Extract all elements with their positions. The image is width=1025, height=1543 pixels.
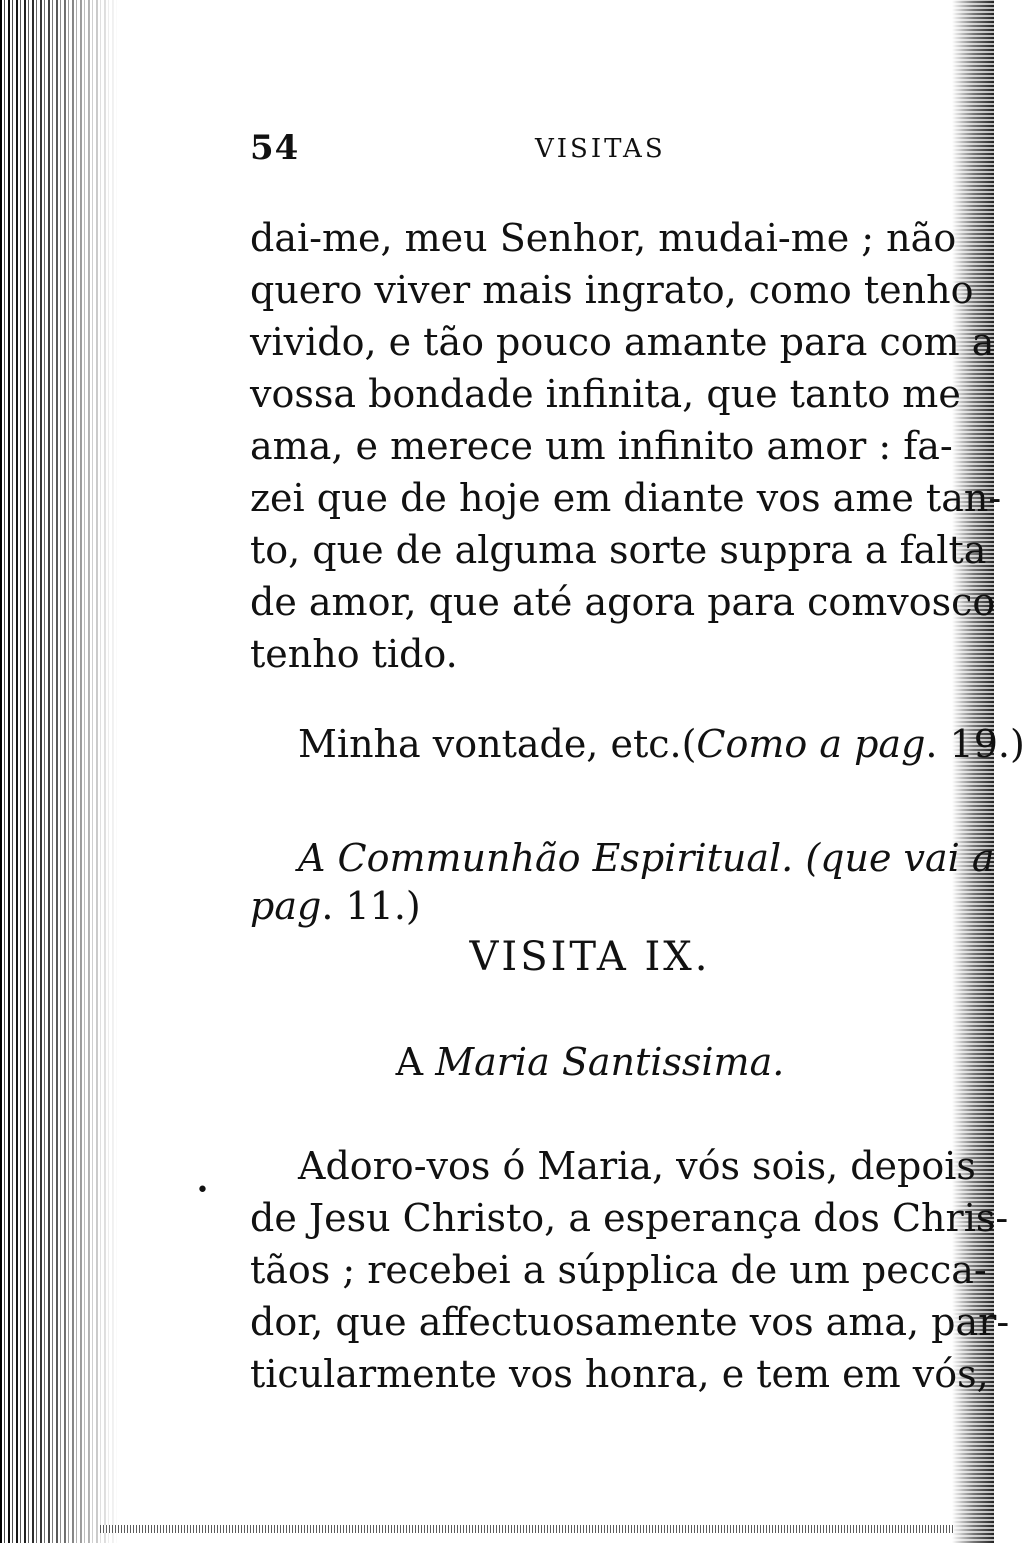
visit-subtitle-italic: Maria Santissima. — [435, 1040, 785, 1084]
paragraph-line: quero viver mais ingrato, como tenho — [250, 268, 974, 312]
paragraph-line: zei que de hoje em diante vos ame tan- — [250, 476, 1002, 520]
paragraph-line: ticularmente vos honra, e tem em vós, — [250, 1352, 989, 1396]
paragraph-line: tenho tido. — [250, 632, 458, 676]
communion-line2-tail: . 11.) — [321, 884, 421, 928]
visit-subtitle-prefix: A — [395, 1040, 424, 1084]
page-number: 54 — [250, 128, 300, 168]
prayer-reference-tail: . 19.) — [925, 722, 1025, 766]
paragraph-line: de amor, que até agora para comvosco — [250, 580, 996, 624]
margin-bullet-mark: • — [196, 1178, 209, 1203]
communion-italic-tail: (que vai a — [805, 836, 995, 880]
paragraph-line: tãos ; recebei a súpplica de um pecca- — [250, 1248, 987, 1292]
communion-title: A Communhão Espiritual. — [298, 836, 794, 880]
communion-reference — [250, 832, 995, 884]
communion-reference-line2 — [250, 884, 930, 928]
paragraph-line: to, que de alguma sorte suppra a falta — [250, 528, 987, 572]
running-title: VISITAS — [535, 134, 666, 164]
visit-heading: VISITA IX. — [469, 934, 711, 980]
prayer-reference-text: Minha vontade, etc. — [298, 722, 682, 766]
top-paragraph — [250, 212, 1002, 680]
prayer-reference-italic: Como a pag — [696, 722, 926, 766]
paragraph-line: dor, que affectuosamente vos ama, par- — [250, 1300, 1010, 1344]
running-head — [250, 128, 930, 168]
paragraph-line: Adoro-vos ó Maria, vós sois, depois — [298, 1144, 976, 1188]
paragraph-line: de Jesu Christo, a esperança dos Chris- — [250, 1196, 1009, 1240]
paragraph-line: dai-me, meu Senhor, mudai-me ; não — [250, 216, 957, 260]
communion-line2-italic: pag — [250, 884, 322, 928]
paragraph-line: vivido, e tão pouco amante para com a — [250, 320, 995, 364]
prayer-reference: Minha vontade, etc.(Como a pag. 19.) — [298, 722, 1025, 766]
bottom-paragraph — [250, 1140, 1010, 1400]
paragraph-line: vossa bondade infinita, que tanto me — [250, 372, 961, 416]
paragraph-line: ama, e merece um infinito amor : fa- — [250, 424, 953, 468]
visit-subtitle — [250, 1040, 930, 1084]
